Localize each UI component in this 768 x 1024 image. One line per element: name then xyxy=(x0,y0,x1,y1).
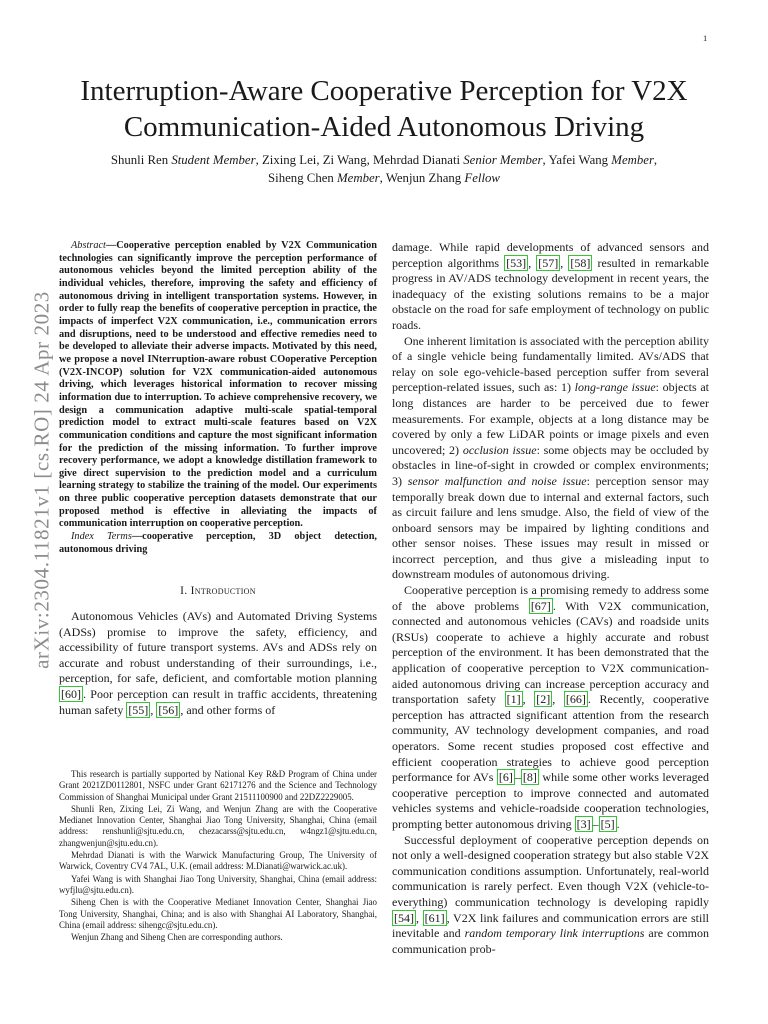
author-name: , Zixing Lei, Zi Wang, Mehrdad Dianati xyxy=(255,153,464,167)
intro-paragraph xyxy=(59,609,377,718)
emphasis-text: occlusion issue xyxy=(462,442,537,457)
paragraph-text: : objects at long distances are harder to be perceived due to fewer measurements. For example, objects at a long distance may be covered by only a few LiDAR points or image pixels and even uncovered; 2) xyxy=(392,380,710,457)
author-name: Shunli Ren xyxy=(110,153,169,167)
title-line-2: Communication-Aided Autonomous Driving xyxy=(123,111,645,143)
footnote-affiliation: Siheng Chen is with the Cooperative Medianet Innovation Center, Shanghai Jiao Tong University, Shanghai, China; and is also with Shanghai AI Laboratory, Shanghai, China (email address: sihengc@sjtu.edu.cn). xyxy=(59,897,377,930)
author-name: , Wenjun Zhang xyxy=(379,171,465,185)
paragraph-text: – xyxy=(592,816,599,831)
citation-link[interactable]: [66] xyxy=(565,692,586,707)
title-line-1: Interruption-Aware Cooperative Perception for V2X xyxy=(80,75,688,107)
emphasis-text: random temporary link interruptions xyxy=(464,926,645,941)
author-list xyxy=(0,151,768,187)
paragraph-text: , xyxy=(560,255,569,270)
citation-link[interactable]: [67] xyxy=(530,598,551,613)
author-separator: , xyxy=(653,153,658,167)
index-terms xyxy=(59,531,377,556)
paragraph-text: are common communication prob- xyxy=(392,926,709,956)
citation-link[interactable]: [5] xyxy=(600,816,615,831)
paragraph-text: Cooperative perception is a promising remedy to address some of the above problems xyxy=(392,583,709,613)
left-column xyxy=(59,240,377,718)
paragraph-text: – xyxy=(514,770,521,785)
abstract-text: —Cooperative perception enabled by V2X Communication technologies can significantly improve the perception performance of autonomous vehicles beyond the limited perception ability of the individual vehicles, therefore, improving the safety and efficiency of autonomous driving in intelligent transportation systems. However, in order to fully reap the benefits of cooperative perception in practice, the impacts of imperfect V2X communication, i.e., communication errors and disruptions, need to be understood and effective remedies need to be developed to alleviate their adverse impacts. Motivated by this need, we propose a novel INterruption-aware robust COoperative Perception (V2X-INCOP) solution for V2X communication-aided autonomous driving, which leverages historical information to recover missing information due to interruption. To achieve comprehensive recovery, we design a communication adaptive multi-scale spatial-temporal prediction model to extract multi-scale features based on V2X communication conditions and capture the most significant information for the prediction of the missing information. To further improve recovery performance, we adopt a knowledge distillation framework to give direct supervision to the prediction model and a curriculum learning strategy to stabilize the training of the model. Our experiments on three public cooperative perception datasets demonstrate that our proposed method is effective in alleviating the impacts of communication interruption on cooperative perception. xyxy=(59,240,377,530)
paragraph-text: Successful deployment of cooperative perception depends on not only a well-designed cooperation strategy but also stable V2X communication conditions assumption. Unfortunately, real-world communication is rarely perfect. Even though V2X (vehicle-to-everything) communication technology is developing rapidly xyxy=(392,832,709,909)
author-role: Member xyxy=(611,153,654,167)
paragraph-text: . xyxy=(616,816,620,831)
citation-link[interactable]: [60] xyxy=(61,686,81,701)
footnotes xyxy=(59,769,377,944)
arxiv-stamp: arXiv:2304.11821v1 [cs.RO] 24 Apr 2023 xyxy=(29,291,54,669)
abstract xyxy=(59,240,377,531)
body-paragraph xyxy=(392,583,709,833)
footnote-corresponding: Wenjun Zhang and Siheng Chen are corresponding authors. xyxy=(71,932,283,943)
paper-title xyxy=(0,73,768,145)
citation-link[interactable]: [53] xyxy=(506,255,527,270)
emphasis-text: sensor malfunction and noise issue xyxy=(407,473,587,488)
paragraph-text: , and other forms of xyxy=(180,702,276,717)
right-column xyxy=(392,240,709,957)
footnote-affiliation: Yafei Wang is with Shanghai Jiao Tong University, Shanghai, China (email address: wyfjlu@sjtu.edu.cn). xyxy=(59,873,377,895)
citation-link[interactable]: [57] xyxy=(538,255,559,270)
body-paragraph xyxy=(392,240,709,334)
paragraph-text: , xyxy=(416,910,423,925)
citation-link[interactable]: [58] xyxy=(570,255,591,270)
body-paragraph xyxy=(392,833,709,958)
page-number: 1 xyxy=(703,33,708,43)
footnote-affiliation: Shunli Ren, Zixing Lei, Zi Wang, and Wenjun Zhang are with the Cooperative Medianet Innovation Center, Shanghai Jiao Tong University, Shanghai, China (email address: renshunli@sjtu.edu.cn, chezacarss@sjtu.edu.cn, w4ngz1@sjtu.edu.cn, zhangwenjun@sjtu.edu.cn). xyxy=(59,803,377,848)
author-name: , Yafei Wang xyxy=(542,153,612,167)
paragraph-text: , xyxy=(552,692,564,707)
paragraph-text: . Poor perception can result in traffic accidents, threatening human safety xyxy=(59,686,377,717)
section-heading: I. Introduction xyxy=(180,585,256,598)
citation-link[interactable]: [54] xyxy=(394,910,414,925)
paragraph-text: , xyxy=(150,702,157,717)
citation-link[interactable]: [6] xyxy=(498,770,513,785)
citation-link[interactable]: [3] xyxy=(576,816,591,831)
footnote-affiliation: Mehrdad Dianati is with the Warwick Manufacturing Group, The University of Warwick, Coventry CV4 7AL, U.K. (email address: M.Dianati@warwick.ac.uk). xyxy=(59,850,377,872)
citation-link[interactable]: [1] xyxy=(506,692,521,707)
paragraph-text: , xyxy=(528,255,537,270)
emphasis-text: long-range issue xyxy=(574,380,656,395)
author-role: Senior Member xyxy=(463,153,543,167)
author-role: Member xyxy=(337,171,380,185)
citation-link[interactable]: [8] xyxy=(522,770,537,785)
author-role: Student Member xyxy=(171,153,256,167)
author-name: Siheng Chen xyxy=(268,171,338,185)
paragraph-text: . Recently, cooperative perception has attracted significant attention from the research community, AV technology development companies, and road operators. Some recent studies proposed cost effective and efficient cooperation strategies to achieve good perception performance for AVs xyxy=(392,692,709,785)
paragraph-text: resulted in remarkable progress in AV/ADS technology development in recent years, the inadequacy of the existing solutions remains to be a major obstacle on the road for safe employment of technology on public roads. xyxy=(392,255,709,332)
paragraph-text: while some other works leveraged cooperative perception to improve connected and automated vehicles systems and vehicle-roadside cooperation technologies, prompting better autonomous driving xyxy=(392,770,709,831)
paragraph-text: : some objects may be occluded by obstacles in line-of-sight in crowded or complex environments; 3) xyxy=(392,442,710,488)
citation-link[interactable]: [56] xyxy=(158,702,179,717)
abstract-label: Abstract xyxy=(71,240,106,251)
paragraph-text: Autonomous Vehicles (AVs) and Automated Driving Systems (ADSs) promise to improve the safety, efficiency, and accessibility of future transport systems. AVs and ADSs rely on accurate and robust understanding of their surroundings, i.e., perception, for safe, deficient, and comfortable motion planning xyxy=(59,609,377,686)
paragraph-text: damage. While rapid developments of advanced sensors and perception algorithms xyxy=(392,240,709,270)
citation-link[interactable]: [61] xyxy=(424,910,445,925)
index-terms-text: —cooperative perception, 3D object detection, autonomous driving xyxy=(59,531,377,555)
paragraph-text: One inherent limitation is associated with the perception ability of a single vehicle being fundamentally limited. AVs/ADS that relay on sole ego-vehicle-based perception suffer from several perception-related issues, such as: 1) xyxy=(392,333,709,395)
paragraph-text: , V2X link failures and communication errors are still inevitable and xyxy=(392,910,709,941)
paragraph-text: , xyxy=(522,692,535,707)
citation-link[interactable]: [55] xyxy=(128,702,149,717)
paragraph-text: : perception sensor may temporally break down due to internal and external factors, such as circuit failure and lens smudge. Also, the field of view of the onboard sensors may be impaired by lighting conditions and other sensor noises. These issues may result in missed or incorrect perception, and thus give a misleading input to downstream modules of autonomous driving. xyxy=(392,473,709,582)
body-paragraph xyxy=(392,334,709,584)
paragraph-text: . With V2X communication, connected and autonomous vehicles (CAVs) and roadside units (RSUs) cooperate to achieve a highly accurate and robust perception of the environment. It has been demonstrated that the application of cooperative perception to V2X communication-aided autonomous driving can increase perception accuracy and transportation safety xyxy=(392,598,710,707)
footnote-funding: This research is partially supported by National Key R&D Program of China under Grant 2021ZD0112801, NSFC under Grant 62171276 and the Science and Technology Commission of Shanghai Municipal under Grant 21511100900 and 22DZ2229005. xyxy=(59,769,377,802)
index-terms-label: Index Terms xyxy=(71,531,132,543)
author-role: Fellow xyxy=(464,171,500,185)
citation-link[interactable]: [2] xyxy=(536,692,551,707)
